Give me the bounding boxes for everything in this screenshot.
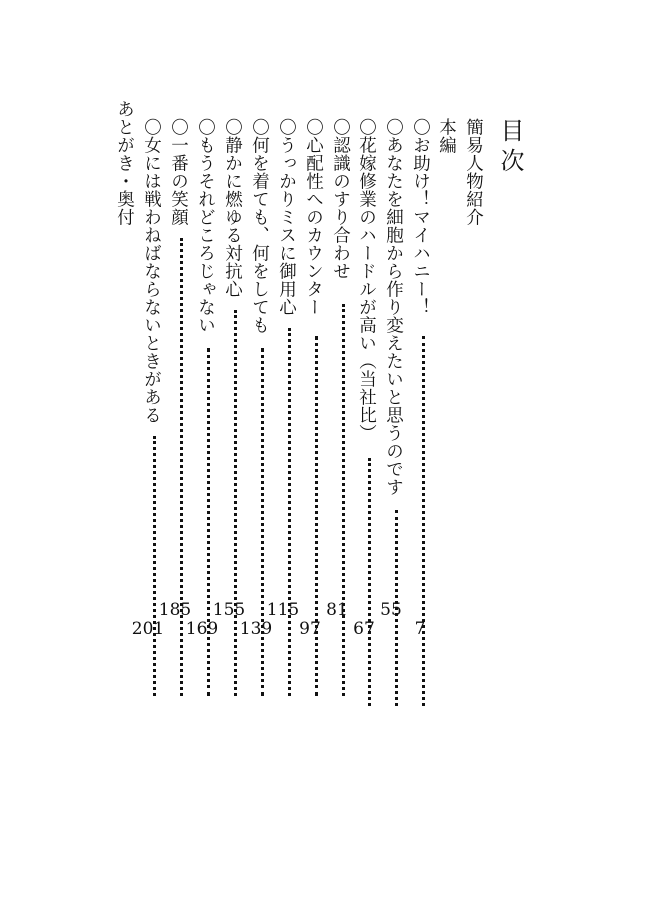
leader-dots [261, 348, 264, 696]
page-number: 7 [414, 619, 426, 639]
leader-dots [207, 348, 210, 696]
page-number: 67 [353, 619, 375, 639]
back-matter-afterword[interactable]: あとがき・奥付 [114, 100, 135, 226]
toc-entry[interactable]: 〇一番の笑顔 [169, 118, 195, 226]
toc-entry[interactable]: 〇うっかりミスに御用心 [277, 118, 303, 316]
page-number: 115 [266, 600, 300, 620]
page-number: 81 [326, 600, 348, 620]
leader-dots [234, 310, 237, 696]
leader-dots [153, 436, 156, 696]
page-title: 目次 [496, 118, 524, 178]
page-number: 155 [212, 600, 246, 620]
page-number: 55 [380, 600, 402, 620]
leader-dots [288, 328, 291, 696]
page-number: 201 [131, 619, 165, 639]
toc-entry[interactable]: 〇心配性へのカウンター [304, 118, 330, 316]
toc-entry[interactable]: 〇認識のすり合わせ [331, 118, 357, 280]
front-matter-main-story: 本編 [436, 118, 457, 154]
toc-entry[interactable]: 〇お助け！マイハニー！ [411, 118, 437, 316]
toc-entry[interactable]: 〇静かに燃ゆる対抗心 [223, 118, 249, 298]
page-number: 97 [299, 619, 321, 639]
leader-dots [422, 336, 425, 706]
page-number: 169 [185, 619, 219, 639]
leader-dots [342, 304, 345, 696]
toc-entry[interactable]: 〇あなたを細胞から作り変えたいと思うのです [384, 118, 410, 496]
toc-entry[interactable]: 〇もうそれどころじゃない [196, 118, 222, 334]
leader-dots [368, 458, 371, 706]
front-matter-character-intro[interactable]: 簡易人物紹介 [463, 118, 484, 226]
toc-entry[interactable]: 〇女には戦わねばならないときがある [142, 118, 168, 424]
toc-entry[interactable]: 〇何を着ても、何をしても [250, 118, 276, 334]
page-number: 185 [158, 600, 192, 620]
leader-dots [180, 238, 183, 696]
toc-entry[interactable]: 〇花嫁修業のハードルが高い（当社比） [357, 118, 383, 442]
page-number: 139 [239, 619, 273, 639]
leader-dots [315, 336, 318, 696]
